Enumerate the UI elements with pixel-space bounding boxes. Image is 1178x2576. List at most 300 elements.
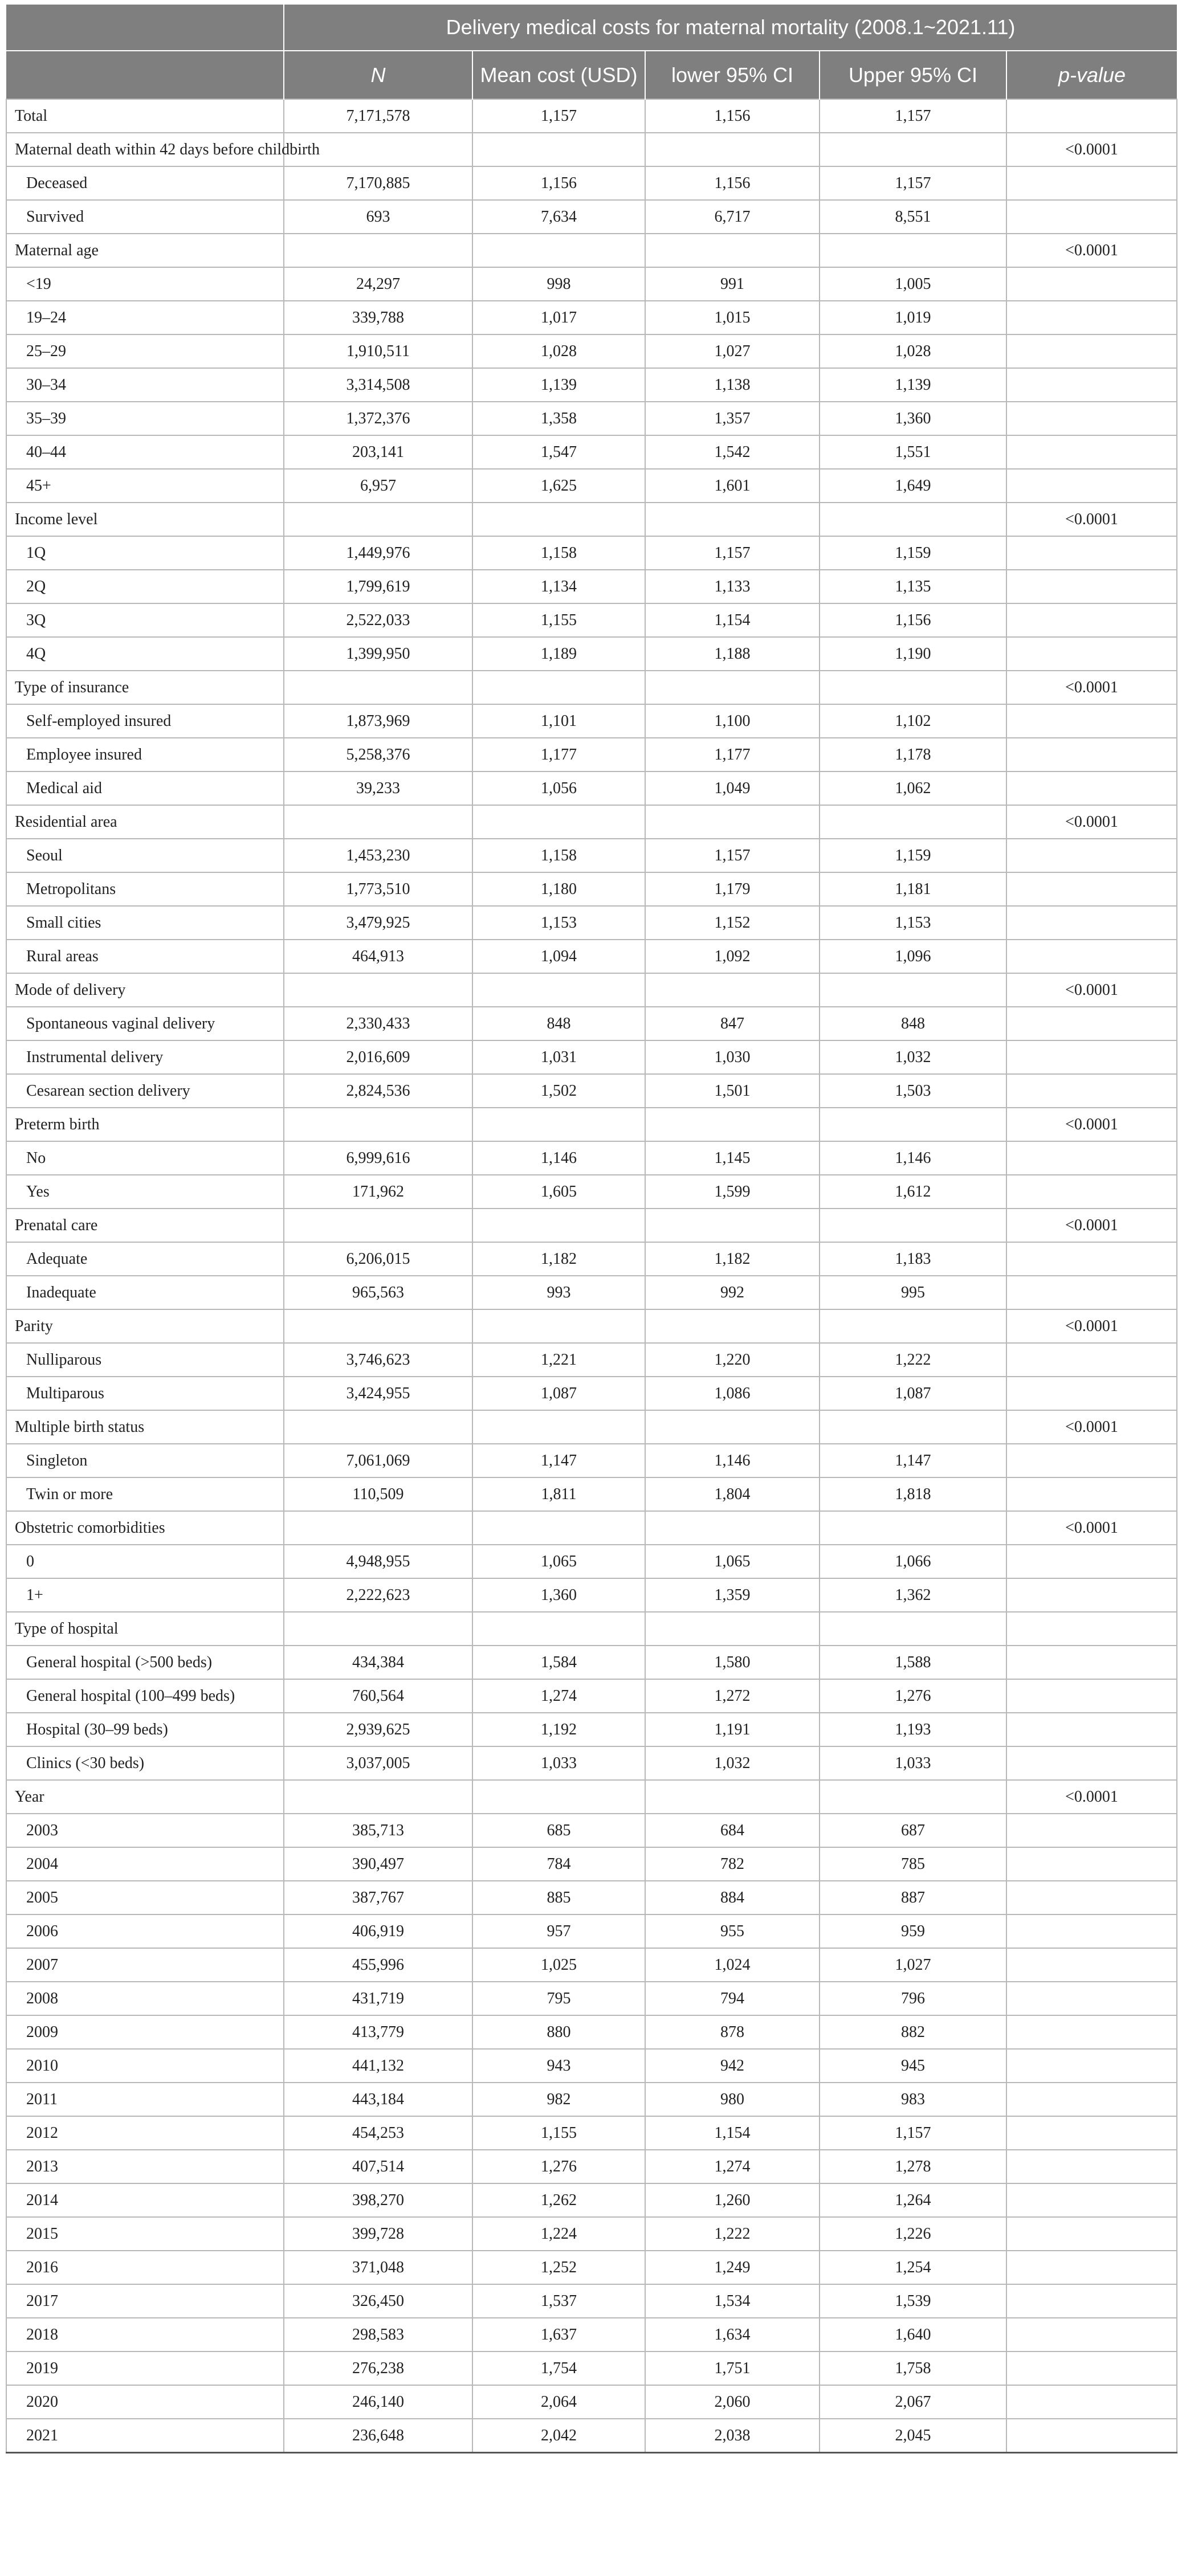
cell-upper-ci: 1,222: [820, 1343, 1006, 1377]
cell-mean-cost: 1,028: [472, 334, 645, 368]
cell-upper-ci: 1,818: [820, 1477, 1006, 1511]
cell-lower-ci: [645, 503, 820, 536]
cell-upper-ci: 995: [820, 1276, 1006, 1309]
cell-n: 3,037,005: [284, 1746, 472, 1780]
cell-mean-cost: 2,064: [472, 2385, 645, 2419]
cell-p-value: [1006, 1074, 1177, 1108]
table-row: [6, 671, 1177, 704]
cell-lower-ci: 794: [645, 1982, 820, 2015]
cell-mean-cost: 1,605: [472, 1175, 645, 1209]
cell-mean-cost: 1,087: [472, 1377, 645, 1410]
cell-mean-cost: [472, 1410, 645, 1444]
cell-lower-ci: 1,065: [645, 1545, 820, 1578]
table-row: [6, 301, 1177, 334]
cell-upper-ci: 1,159: [820, 839, 1006, 872]
table-row: [6, 1780, 1177, 1814]
table-row: [6, 1746, 1177, 1780]
cell-p-value: <0.0001: [1006, 234, 1177, 267]
cell-lower-ci: [645, 1410, 820, 1444]
row-label: Clinics (<30 beds): [6, 1746, 284, 1780]
row-label: 0: [6, 1545, 284, 1578]
cell-lower-ci: 1,032: [645, 1746, 820, 1780]
cell-lower-ci: 1,191: [645, 1713, 820, 1746]
cell-p-value: [1006, 1040, 1177, 1074]
cell-n: 276,238: [284, 2352, 472, 2385]
col-header-p-value: p-value: [1006, 51, 1177, 99]
cell-upper-ci: 2,045: [820, 2419, 1006, 2453]
table-row: [6, 940, 1177, 973]
cell-upper-ci: 1,019: [820, 301, 1006, 334]
cell-p-value: [1006, 2150, 1177, 2183]
cell-n: 5,258,376: [284, 738, 472, 771]
cell-upper-ci: 1,612: [820, 1175, 1006, 1209]
table-row: [6, 2049, 1177, 2083]
cell-mean-cost: 1,182: [472, 1242, 645, 1276]
cell-p-value: [1006, 1646, 1177, 1679]
table-row: [6, 1276, 1177, 1309]
row-label: Adequate: [6, 1242, 284, 1276]
cell-mean-cost: 1,134: [472, 570, 645, 603]
cell-upper-ci: 1,157: [820, 99, 1006, 133]
cell-upper-ci: 1,146: [820, 1141, 1006, 1175]
cell-n: 455,996: [284, 1948, 472, 1982]
cell-mean-cost: 1,158: [472, 839, 645, 872]
cell-upper-ci: 1,588: [820, 1646, 1006, 1679]
table-row: [6, 133, 1177, 166]
cell-mean-cost: 1,754: [472, 2352, 645, 2385]
cell-n: [284, 234, 472, 267]
cell-mean-cost: 1,276: [472, 2150, 645, 2183]
cell-p-value: <0.0001: [1006, 973, 1177, 1007]
cell-upper-ci: 1,147: [820, 1444, 1006, 1477]
cell-upper-ci: [820, 973, 1006, 1007]
cell-upper-ci: 983: [820, 2083, 1006, 2116]
cell-upper-ci: 1,157: [820, 2116, 1006, 2150]
cell-n: 434,384: [284, 1646, 472, 1679]
cell-n: 110,509: [284, 1477, 472, 1511]
cell-lower-ci: 992: [645, 1276, 820, 1309]
cell-p-value: [1006, 301, 1177, 334]
cell-upper-ci: 1,096: [820, 940, 1006, 973]
cell-upper-ci: [820, 1612, 1006, 1646]
cell-p-value: [1006, 2217, 1177, 2251]
cell-p-value: <0.0001: [1006, 503, 1177, 536]
table-row: [6, 637, 1177, 671]
table-row: [6, 839, 1177, 872]
row-label: 2015: [6, 2217, 284, 2251]
cell-mean-cost: 848: [472, 1007, 645, 1040]
cell-n: 464,913: [284, 940, 472, 973]
table-row: [6, 2385, 1177, 2419]
row-label: Deceased: [6, 166, 284, 200]
cell-n: [284, 503, 472, 536]
cell-upper-ci: 2,067: [820, 2385, 1006, 2419]
cell-lower-ci: 1,157: [645, 536, 820, 570]
table-container: [6, 5, 1176, 2453]
row-label: Spontaneous vaginal delivery: [6, 1007, 284, 1040]
cell-lower-ci: 1,086: [645, 1377, 820, 1410]
cell-mean-cost: 1,189: [472, 637, 645, 671]
cell-lower-ci: 1,249: [645, 2251, 820, 2284]
cell-p-value: [1006, 906, 1177, 940]
cell-mean-cost: 1,101: [472, 704, 645, 738]
table-row: [6, 1209, 1177, 1242]
row-label: 2020: [6, 2385, 284, 2419]
cell-n: 339,788: [284, 301, 472, 334]
cell-p-value: [1006, 1982, 1177, 2015]
cell-n: 2,824,536: [284, 1074, 472, 1108]
cell-lower-ci: 1,015: [645, 301, 820, 334]
cell-mean-cost: 1,146: [472, 1141, 645, 1175]
table-row: [6, 1545, 1177, 1578]
cell-lower-ci: 1,274: [645, 2150, 820, 2183]
cell-mean-cost: 1,637: [472, 2318, 645, 2352]
row-label: Residential area: [6, 805, 284, 839]
cell-upper-ci: [820, 1108, 1006, 1141]
row-label: 2Q: [6, 570, 284, 603]
cell-mean-cost: 957: [472, 1914, 645, 1948]
row-label: 2014: [6, 2183, 284, 2217]
cell-mean-cost: 1,360: [472, 1578, 645, 1612]
table-row: [6, 1612, 1177, 1646]
cell-lower-ci: 6,717: [645, 200, 820, 234]
cell-mean-cost: [472, 973, 645, 1007]
cell-lower-ci: 2,060: [645, 2385, 820, 2419]
row-label: 40–44: [6, 435, 284, 469]
cell-lower-ci: 2,038: [645, 2419, 820, 2453]
cell-n: [284, 973, 472, 1007]
cell-mean-cost: 784: [472, 1847, 645, 1881]
table-row: [6, 771, 1177, 805]
row-label: Metropolitans: [6, 872, 284, 906]
row-label: 2018: [6, 2318, 284, 2352]
cell-n: 6,206,015: [284, 1242, 472, 1276]
row-label: 2010: [6, 2049, 284, 2083]
row-label: 25–29: [6, 334, 284, 368]
cell-n: 443,184: [284, 2083, 472, 2116]
cell-p-value: [1006, 334, 1177, 368]
cell-upper-ci: 1,758: [820, 2352, 1006, 2385]
cell-p-value: [1006, 839, 1177, 872]
table-row: [6, 435, 1177, 469]
cell-p-value: [1006, 1007, 1177, 1040]
cell-mean-cost: 1,252: [472, 2251, 645, 2284]
cell-mean-cost: [472, 1780, 645, 1814]
table-row: [6, 2217, 1177, 2251]
table-row: [6, 805, 1177, 839]
cell-upper-ci: 1,181: [820, 872, 1006, 906]
table-row: [6, 1377, 1177, 1410]
cell-lower-ci: 1,146: [645, 1444, 820, 1477]
cell-lower-ci: 1,751: [645, 2352, 820, 2385]
cell-p-value: [1006, 368, 1177, 402]
table-row: [6, 166, 1177, 200]
table-row: [6, 2419, 1177, 2453]
cell-lower-ci: 1,222: [645, 2217, 820, 2251]
table-row: [6, 2116, 1177, 2150]
cell-p-value: [1006, 1881, 1177, 1914]
cell-n: 3,479,925: [284, 906, 472, 940]
cell-n: 2,016,609: [284, 1040, 472, 1074]
cell-n: 3,424,955: [284, 1377, 472, 1410]
table-row: [6, 2284, 1177, 2318]
table-row: [6, 469, 1177, 503]
cell-mean-cost: 685: [472, 1814, 645, 1847]
row-label: Type of hospital: [6, 1612, 284, 1646]
cell-lower-ci: 1,030: [645, 1040, 820, 1074]
table-row: [6, 1007, 1177, 1040]
table-body: [6, 99, 1177, 2453]
cell-mean-cost: [472, 671, 645, 704]
cell-p-value: [1006, 1242, 1177, 1276]
cell-upper-ci: [820, 133, 1006, 166]
cell-n: [284, 1780, 472, 1814]
cell-n: 1,799,619: [284, 570, 472, 603]
cell-mean-cost: 1,025: [472, 1948, 645, 1982]
cell-n: 431,719: [284, 1982, 472, 2015]
cell-upper-ci: 1,102: [820, 704, 1006, 738]
cell-mean-cost: [472, 1108, 645, 1141]
table-row: [6, 1444, 1177, 1477]
cell-mean-cost: 1,056: [472, 771, 645, 805]
cell-lower-ci: 1,179: [645, 872, 820, 906]
cell-n: [284, 1410, 472, 1444]
table-row: [6, 1074, 1177, 1108]
cell-lower-ci: 1,154: [645, 2116, 820, 2150]
cell-mean-cost: 1,180: [472, 872, 645, 906]
cell-upper-ci: 1,264: [820, 2183, 1006, 2217]
table-row: [6, 402, 1177, 435]
cell-upper-ci: [820, 503, 1006, 536]
cell-upper-ci: [820, 234, 1006, 267]
table-row: [6, 1881, 1177, 1914]
row-label: 2012: [6, 2116, 284, 2150]
cell-p-value: [1006, 1814, 1177, 1847]
cell-lower-ci: 884: [645, 1881, 820, 1914]
cell-lower-ci: 1,152: [645, 906, 820, 940]
cell-lower-ci: 1,599: [645, 1175, 820, 1209]
row-label: 2007: [6, 1948, 284, 1982]
cell-p-value: [1006, 1444, 1177, 1477]
cell-n: [284, 805, 472, 839]
cell-p-value: [1006, 469, 1177, 503]
cell-upper-ci: 1,178: [820, 738, 1006, 771]
cell-n: 693: [284, 200, 472, 234]
row-label: 19–24: [6, 301, 284, 334]
row-label: Rural areas: [6, 940, 284, 973]
cell-mean-cost: 943: [472, 2049, 645, 2083]
row-label: 3Q: [6, 603, 284, 637]
cell-p-value: [1006, 1141, 1177, 1175]
table-row: [6, 1679, 1177, 1713]
cell-n: 7,171,578: [284, 99, 472, 133]
cell-n: 4,948,955: [284, 1545, 472, 1578]
cell-p-value: <0.0001: [1006, 1780, 1177, 1814]
cell-mean-cost: 1,262: [472, 2183, 645, 2217]
row-label: Obstetric comorbidities: [6, 1511, 284, 1545]
table-row: [6, 2318, 1177, 2352]
cell-n: 371,048: [284, 2251, 472, 2284]
cell-n: 2,522,033: [284, 603, 472, 637]
cell-lower-ci: 942: [645, 2049, 820, 2083]
cell-lower-ci: [645, 133, 820, 166]
cell-mean-cost: 1,502: [472, 1074, 645, 1108]
cell-p-value: [1006, 1847, 1177, 1881]
cell-upper-ci: 8,551: [820, 200, 1006, 234]
row-label: 2008: [6, 1982, 284, 2015]
cell-lower-ci: 847: [645, 1007, 820, 1040]
cell-p-value: [1006, 1679, 1177, 1713]
table-row: [6, 1175, 1177, 1209]
table-row: [6, 570, 1177, 603]
cell-n: 298,583: [284, 2318, 472, 2352]
cell-upper-ci: 1,649: [820, 469, 1006, 503]
col-header-n: N: [284, 51, 472, 99]
cell-mean-cost: 1,156: [472, 166, 645, 200]
cell-mean-cost: 1,221: [472, 1343, 645, 1377]
cell-lower-ci: 980: [645, 2083, 820, 2116]
row-label: Self-employed insured: [6, 704, 284, 738]
cell-upper-ci: 882: [820, 2015, 1006, 2049]
cell-p-value: [1006, 1914, 1177, 1948]
cell-p-value: [1006, 2049, 1177, 2083]
header-blank-2: [6, 51, 284, 99]
cell-mean-cost: 1,031: [472, 1040, 645, 1074]
cell-p-value: <0.0001: [1006, 133, 1177, 166]
table-row: [6, 1242, 1177, 1276]
cell-n: 2,330,433: [284, 1007, 472, 1040]
cell-mean-cost: 885: [472, 1881, 645, 1914]
cell-n: 6,957: [284, 469, 472, 503]
cell-n: 385,713: [284, 1814, 472, 1847]
cell-lower-ci: 1,049: [645, 771, 820, 805]
cell-mean-cost: 795: [472, 1982, 645, 2015]
table-row: [6, 267, 1177, 301]
cell-mean-cost: 982: [472, 2083, 645, 2116]
cell-upper-ci: 1,087: [820, 1377, 1006, 1410]
cell-upper-ci: 1,278: [820, 2150, 1006, 2183]
cell-n: 1,910,511: [284, 334, 472, 368]
table-row: [6, 1040, 1177, 1074]
cell-upper-ci: [820, 1410, 1006, 1444]
table-row: [6, 1713, 1177, 1746]
cost-table: [6, 5, 1177, 2453]
cell-n: 399,728: [284, 2217, 472, 2251]
cell-lower-ci: 1,145: [645, 1141, 820, 1175]
table-row: [6, 1948, 1177, 1982]
cell-upper-ci: 1,159: [820, 536, 1006, 570]
cell-lower-ci: [645, 1780, 820, 1814]
cell-mean-cost: [472, 503, 645, 536]
cell-n: 398,270: [284, 2183, 472, 2217]
cell-n: 2,222,623: [284, 1578, 472, 1612]
cell-lower-ci: 1,092: [645, 940, 820, 973]
cell-p-value: [1006, 99, 1177, 133]
table-row: [6, 1914, 1177, 1948]
table-row: [6, 2352, 1177, 2385]
row-label: 2021: [6, 2419, 284, 2453]
row-label: Mode of delivery: [6, 973, 284, 1007]
cell-mean-cost: 1,177: [472, 738, 645, 771]
table-header: [6, 5, 1177, 99]
cell-p-value: [1006, 1948, 1177, 1982]
cell-lower-ci: 1,534: [645, 2284, 820, 2318]
cell-n: 760,564: [284, 1679, 472, 1713]
cell-lower-ci: 1,804: [645, 1477, 820, 1511]
table-row: [6, 973, 1177, 1007]
table-row: [6, 99, 1177, 133]
table-row: [6, 704, 1177, 738]
cell-p-value: [1006, 1612, 1177, 1646]
cell-n: 3,314,508: [284, 368, 472, 402]
cell-mean-cost: 1,153: [472, 906, 645, 940]
cell-upper-ci: [820, 671, 1006, 704]
cell-mean-cost: 1,017: [472, 301, 645, 334]
cell-upper-ci: 1,156: [820, 603, 1006, 637]
cell-lower-ci: 1,542: [645, 435, 820, 469]
cell-lower-ci: 1,357: [645, 402, 820, 435]
cell-n: [284, 1108, 472, 1141]
cell-lower-ci: 1,634: [645, 2318, 820, 2352]
cell-mean-cost: 1,811: [472, 1477, 645, 1511]
cell-lower-ci: 1,156: [645, 166, 820, 200]
table-row: [6, 200, 1177, 234]
table-row: [6, 906, 1177, 940]
cell-upper-ci: [820, 805, 1006, 839]
cell-n: 2,939,625: [284, 1713, 472, 1746]
row-label: Small cities: [6, 906, 284, 940]
cell-n: 1,873,969: [284, 704, 472, 738]
table-row: [6, 2083, 1177, 2116]
cell-lower-ci: 1,133: [645, 570, 820, 603]
cell-p-value: <0.0001: [1006, 1108, 1177, 1141]
cell-mean-cost: 1,155: [472, 2116, 645, 2150]
cell-lower-ci: 1,359: [645, 1578, 820, 1612]
cell-p-value: [1006, 2284, 1177, 2318]
cell-lower-ci: 1,027: [645, 334, 820, 368]
row-label: 2011: [6, 2083, 284, 2116]
cell-n: 406,919: [284, 1914, 472, 1948]
row-label: Singleton: [6, 1444, 284, 1477]
cell-lower-ci: 1,272: [645, 1679, 820, 1713]
cell-mean-cost: 880: [472, 2015, 645, 2049]
cell-p-value: [1006, 940, 1177, 973]
cell-mean-cost: [472, 1209, 645, 1242]
cell-lower-ci: [645, 973, 820, 1007]
row-label: Cesarean section delivery: [6, 1074, 284, 1108]
cell-lower-ci: [645, 1511, 820, 1545]
cell-lower-ci: [645, 1612, 820, 1646]
cell-upper-ci: 1,640: [820, 2318, 1006, 2352]
cell-p-value: [1006, 1276, 1177, 1309]
cell-upper-ci: [820, 1209, 1006, 1242]
cell-upper-ci: 1,503: [820, 1074, 1006, 1108]
cell-mean-cost: 1,157: [472, 99, 645, 133]
cell-p-value: [1006, 570, 1177, 603]
cell-lower-ci: 1,024: [645, 1948, 820, 1982]
cell-p-value: [1006, 1578, 1177, 1612]
cell-n: 965,563: [284, 1276, 472, 1309]
cell-p-value: [1006, 1175, 1177, 1209]
cell-lower-ci: [645, 1309, 820, 1343]
cell-upper-ci: 785: [820, 1847, 1006, 1881]
cell-lower-ci: 1,182: [645, 1242, 820, 1276]
cell-n: 246,140: [284, 2385, 472, 2419]
col-header-lower-ci: lower 95% CI: [645, 51, 820, 99]
cell-upper-ci: 1,362: [820, 1578, 1006, 1612]
cell-n: 3,746,623: [284, 1343, 472, 1377]
cell-upper-ci: [820, 1780, 1006, 1814]
